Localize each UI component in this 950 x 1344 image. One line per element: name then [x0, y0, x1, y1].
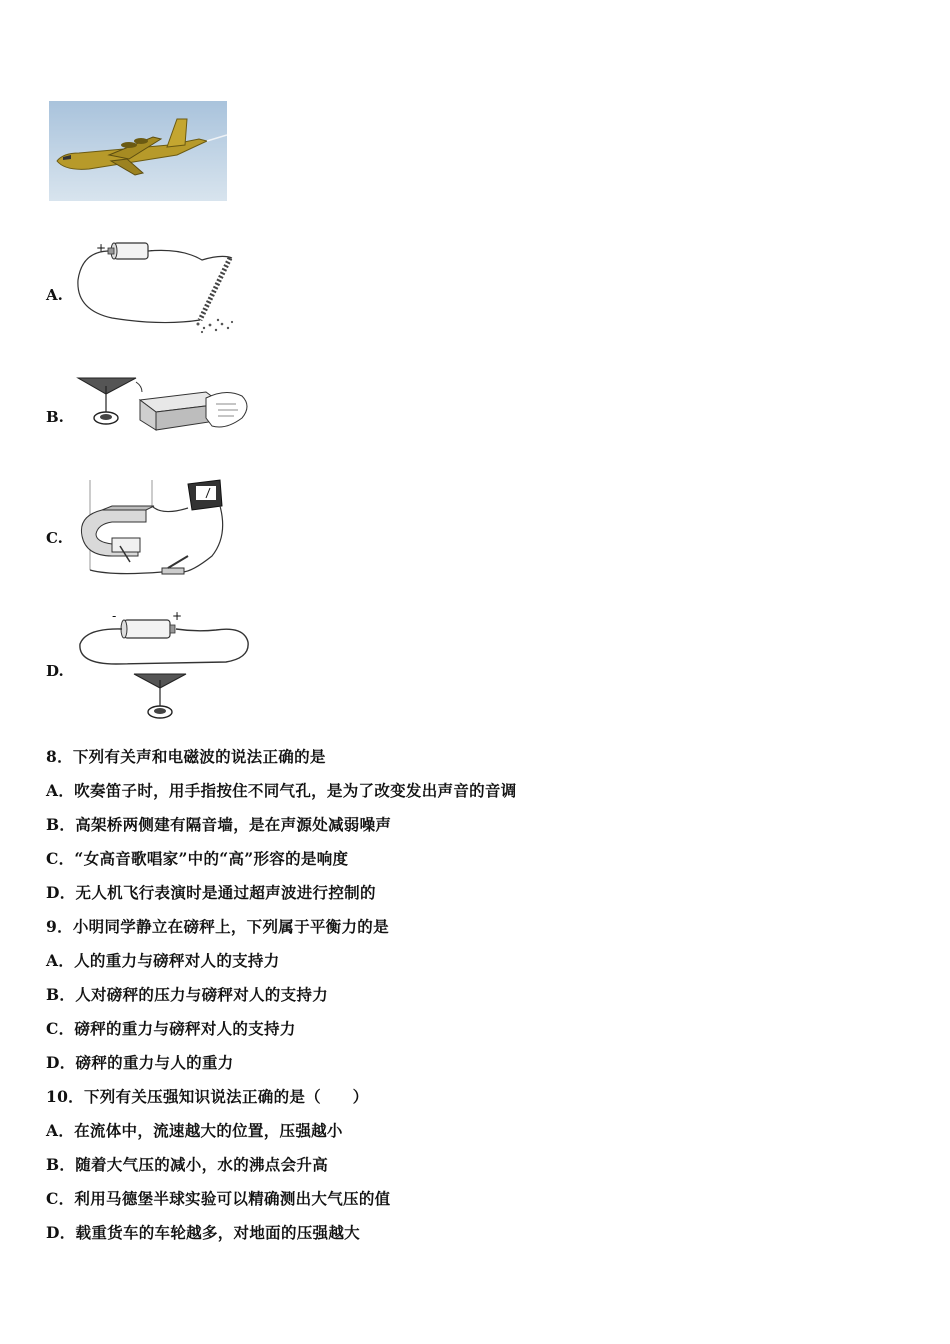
question-10-option-b[interactable]: B．随着大气压的减小，水的沸点会升高: [46, 1155, 329, 1174]
question-10-option-a[interactable]: A．在流体中，流速越大的位置，压强越小: [46, 1121, 343, 1140]
question-9-stem: 9．小明同学静立在磅秤上，下列属于平衡力的是: [46, 917, 389, 936]
figure-d-plus-sign: +: [172, 609, 183, 623]
question-9-option-d[interactable]: D．磅秤的重力与人的重力: [46, 1053, 234, 1072]
option-c-label: C.: [46, 529, 63, 547]
question-9-option-c[interactable]: C．磅秤的重力与磅秤对人的支持力: [46, 1019, 296, 1038]
question-8-stem: 8．下列有关声和电磁波的说法正确的是: [46, 747, 326, 766]
question-8-option-a[interactable]: A．吹奏笛子时，用手指按住不同气孔，是为了改变发出声音的音调: [46, 781, 517, 800]
option-d-label: D.: [46, 662, 64, 680]
question-8-option-c[interactable]: C．“女高音歌唱家”中的“高”形容的是响度: [46, 849, 349, 868]
option-a-label: A.: [46, 286, 63, 304]
question-10-option-d[interactable]: D．载重货车的车轮越多，对地面的压强越大: [46, 1223, 360, 1242]
question-8-option-b[interactable]: B．高架桥两侧建有隔音墙，是在声源处减弱噪声: [46, 815, 392, 834]
airplane-photo: [49, 101, 227, 201]
option-b-label: B.: [46, 408, 64, 426]
figure-d-minus-sign: -: [112, 609, 117, 623]
figure-a-minus-sign: -: [150, 243, 155, 257]
figure-c-galvanometer-circuit: [72, 476, 228, 582]
question-10-option-c[interactable]: C．利用马德堡半球实验可以精确测出大气压的值: [46, 1189, 391, 1208]
figure-a-battery-coil: [72, 240, 242, 336]
question-10-stem: 10．下列有关压强知识说法正确的是（ ）: [46, 1087, 369, 1106]
figure-a-plus-sign: +: [96, 241, 107, 255]
question-8-option-d[interactable]: D．无人机飞行表演时是通过超声波进行控制的: [46, 883, 376, 902]
figure-b-compass-magnet: [76, 374, 252, 438]
question-9-option-b[interactable]: B．人对磅秤的压力与磅秤对人的支持力: [46, 985, 329, 1004]
question-9-option-a[interactable]: A．人的重力与磅秤对人的支持力: [46, 951, 280, 970]
figure-d-battery-compass: [76, 608, 256, 724]
